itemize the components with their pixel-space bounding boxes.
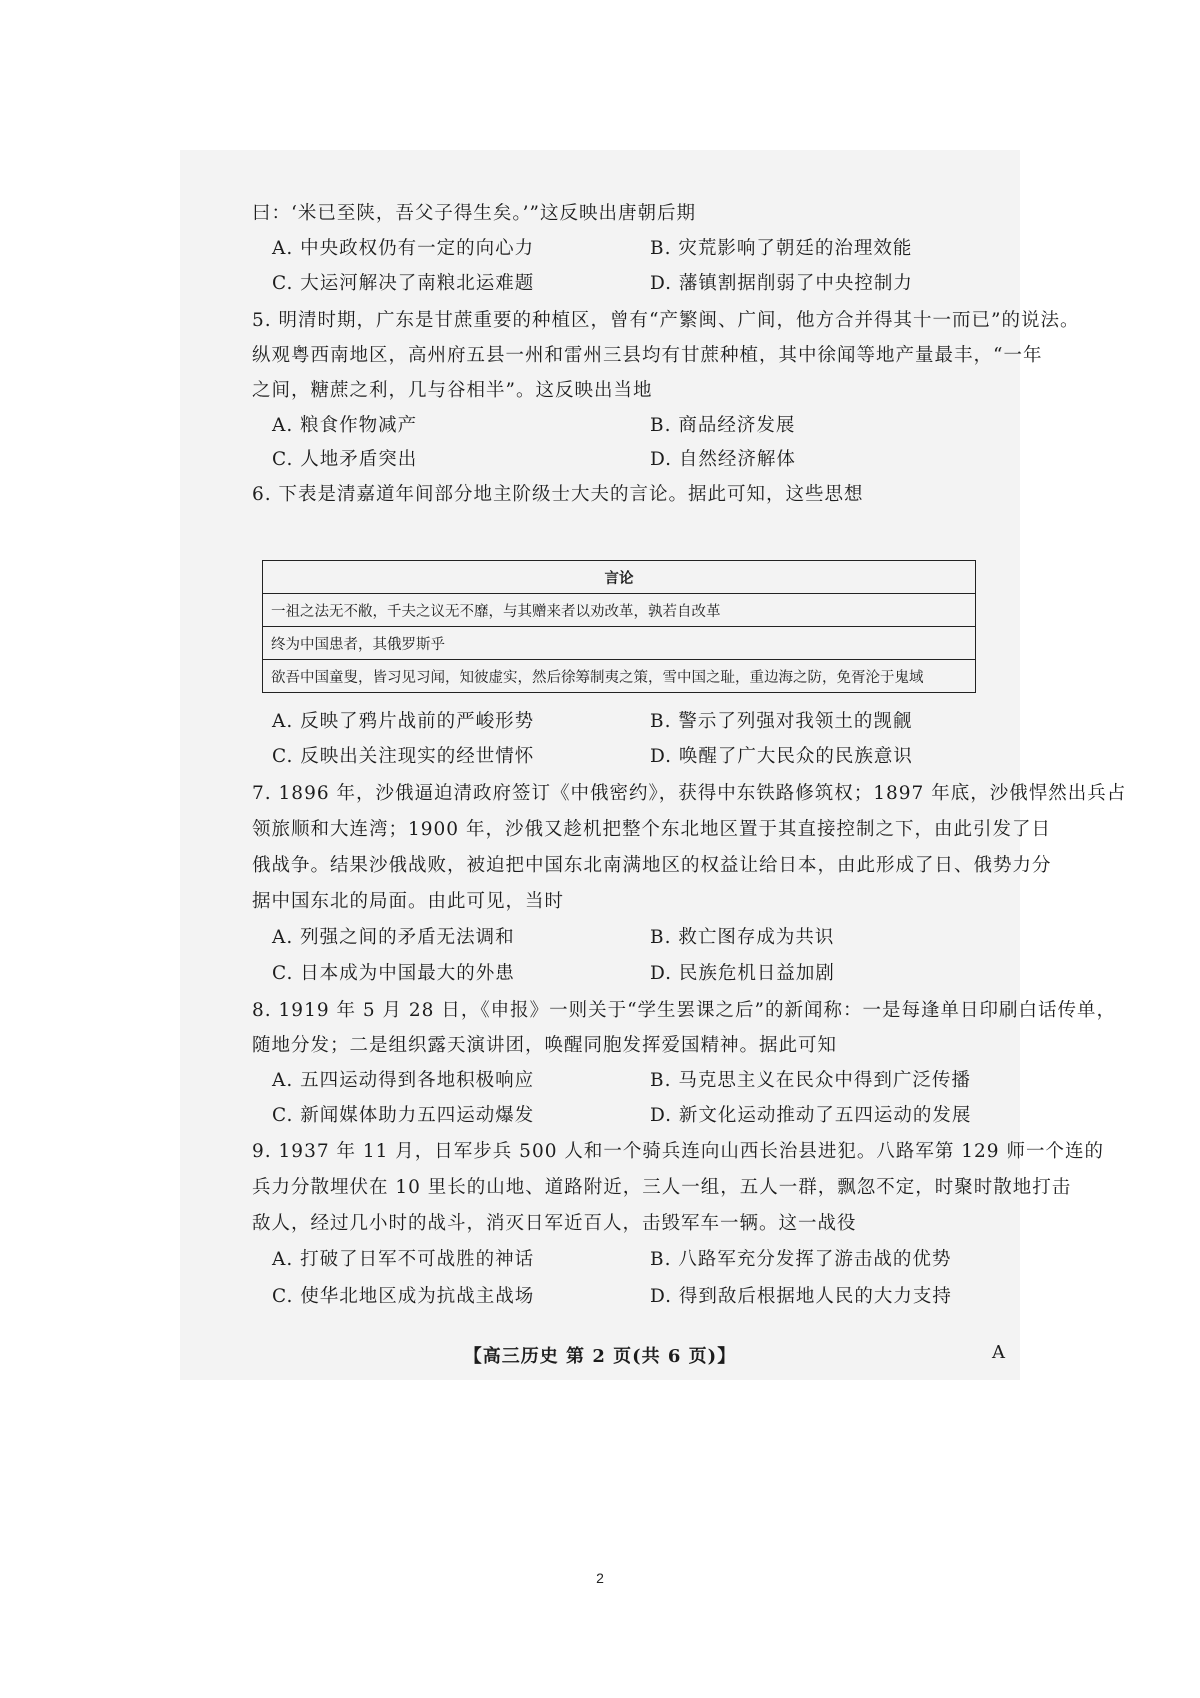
q7-stem-line1: 7. 1896 年，沙俄逼迫清政府签订《中俄密约》，获得中东铁路修筑权；1897 年底，沙俄悍然出兵占 bbox=[252, 783, 1127, 804]
exam-footer: 【高三历史 第 2 页(共 6 页)】 bbox=[463, 1346, 737, 1367]
q5-option-a: A. 粮食作物减产 bbox=[272, 415, 418, 436]
q7-stem-line4: 据中国东北的局面。由此可见，当时 bbox=[252, 891, 565, 912]
q6-option-d: D. 唤醒了广大民众的民族意识 bbox=[650, 746, 913, 767]
q9-option-b: B. 八路军充分发挥了游击战的优势 bbox=[650, 1249, 952, 1270]
q9-option-d: D. 得到敌后根据地人民的大力支持 bbox=[650, 1286, 952, 1307]
q8-option-c: C. 新闻媒体助力五四运动爆发 bbox=[272, 1105, 535, 1126]
q8-option-b: B. 马克思主义在民众中得到广泛传播 bbox=[650, 1070, 971, 1091]
q6-quote-row: 一祖之法无不敝，千夫之议无不靡，与其赠来者以劝改革，孰若自改革 bbox=[263, 594, 976, 627]
q8-option-d: D. 新文化运动推动了五四运动的发展 bbox=[650, 1105, 972, 1126]
q5-stem-line2: 纵观粤西南地区，高州府五县一州和雷州三县均有甘蔗种植，其中徐闻等地产量最丰，“一年 bbox=[252, 345, 1043, 366]
q9-stem-line1: 9. 1937 年 11 月，日军步兵 500 人和一个骑兵连向山西长治县进犯。八路军第 129 师一个连的 bbox=[252, 1141, 1104, 1162]
q6-quote-row: 终为中国患者，其俄罗斯乎 bbox=[263, 627, 976, 660]
q8-stem-line2: 随地分发；二是组织露天演讲团，唤醒同胞发挥爱国精神。据此可知 bbox=[252, 1035, 838, 1056]
q7-option-c: C. 日本成为中国最大的外患 bbox=[272, 963, 515, 984]
q6-option-a: A. 反映了鸦片战前的严峻形势 bbox=[272, 711, 535, 732]
q6-quote-row: 欲吾中国童叟，皆习见习闻，知彼虚实，然后徐筹制夷之策，雪中国之耻，重边海之防，免胥沦于鬼域 bbox=[263, 660, 976, 693]
q7-option-b: B. 救亡图存成为共识 bbox=[650, 927, 835, 948]
q7-option-d: D. 民族危机日益加剧 bbox=[650, 963, 835, 984]
q4-option-b: B. 灾荒影响了朝廷的治理效能 bbox=[650, 238, 913, 259]
q8-option-a: A. 五四运动得到各地积极响应 bbox=[272, 1070, 535, 1091]
q4-stem-tail: 曰：‘米已至陕，吾父子得生矣。’”这反映出唐朝后期 bbox=[252, 203, 696, 224]
q6-stem: 6. 下表是清嘉道年间部分地主阶级士大夫的言论。据此可知，这些思想 bbox=[252, 484, 864, 505]
q4-option-d: D. 藩镇割据削弱了中央控制力 bbox=[650, 273, 913, 294]
q8-stem-line1: 8. 1919 年 5 月 28 日，《申报》一则关于“学生罢课之后”的新闻称：一是每逢单日印刷白话传单， bbox=[252, 1000, 1116, 1021]
q5-option-d: D. 自然经济解体 bbox=[650, 449, 796, 470]
q7-stem-line3: 俄战争。结果沙俄战败，被迫把中国东北南满地区的权益让给日本，由此形成了日、俄势力分 bbox=[252, 855, 1052, 876]
q9-stem-line2: 兵力分散埋伏在 10 里长的山地、道路附近，三人一组，五人一群，飘忽不定，时聚时散地打击 bbox=[252, 1177, 1072, 1198]
q5-stem-line3: 之间，糖蔗之利，几与谷相半”。这反映出当地 bbox=[252, 380, 653, 401]
paper-version-mark: A bbox=[992, 1342, 1005, 1363]
q4-option-a: A. 中央政权仍有一定的向心力 bbox=[272, 238, 535, 259]
q9-option-a: A. 打破了日军不可战胜的神话 bbox=[272, 1249, 535, 1270]
q6-option-b: B. 警示了列强对我领土的觊觎 bbox=[650, 711, 913, 732]
q7-stem-line2: 领旅顺和大连湾；1900 年，沙俄又趁机把整个东北地区置于其直接控制之下，由此引发了日 bbox=[252, 819, 1051, 840]
q5-option-c: C. 人地矛盾突出 bbox=[272, 449, 418, 470]
q6-quote-table bbox=[262, 560, 976, 693]
q7-option-a: A. 列强之间的矛盾无法调和 bbox=[272, 927, 515, 948]
q9-option-c: C. 使华北地区成为抗战主战场 bbox=[272, 1286, 535, 1307]
q5-stem-line1: 5. 明清时期，广东是甘蔗重要的种植区，曾有“产繁闽、广间，他方合并得其十一而已”的说法。 bbox=[252, 310, 1080, 331]
q6-option-c: C. 反映出关注现实的经世情怀 bbox=[272, 746, 535, 767]
q9-stem-line3: 敌人，经过几小时的战斗，消灭日军近百人，击毁军车一辆。这一战役 bbox=[252, 1213, 857, 1234]
q4-option-c: C. 大运河解决了南粮北运难题 bbox=[272, 273, 535, 294]
q6-table-header: 言论 bbox=[263, 561, 976, 594]
q5-option-b: B. 商品经济发展 bbox=[650, 415, 796, 436]
page-number: 2 bbox=[596, 1570, 604, 1586]
